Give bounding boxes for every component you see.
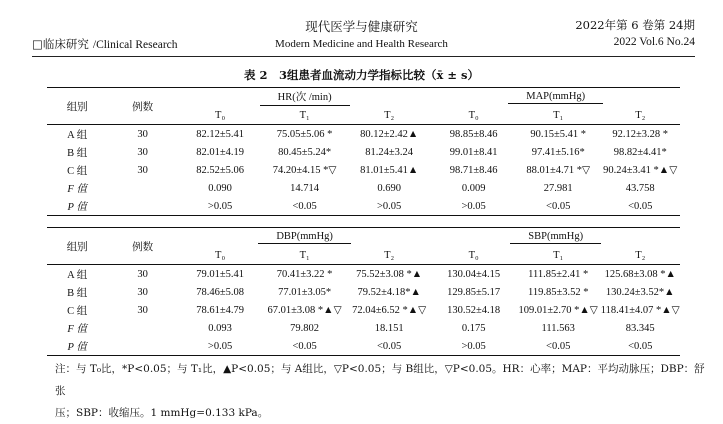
sub-header: T₁ <box>262 106 347 125</box>
f-value: 18.151 <box>374 322 404 334</box>
cell-value: 72.04±6.52 *▲▽ <box>352 305 427 316</box>
cell-group: A 组 <box>67 129 88 141</box>
f-label: F 值 <box>67 183 87 195</box>
sub-header: T₂ <box>347 106 432 125</box>
running-header-right <box>575 17 695 48</box>
table-caption: 表 2 3组患者血流动力学指标比较（x̄ ± s） <box>244 68 479 82</box>
cell-n: 30 <box>137 146 148 158</box>
cell-value: 79.01±5.41 <box>196 268 244 280</box>
cell-value: 81.24±3.24 <box>365 146 414 158</box>
sub-header: T₁ <box>516 246 601 265</box>
f-value: 0.009 <box>461 182 486 194</box>
journal-title-en: Modern Medicine and Health Research <box>275 38 448 50</box>
cell-value: 98.71±8.46 <box>449 164 498 176</box>
col-span-dbp <box>178 228 432 247</box>
note-line: 注：与 T₀比，*P<0.05；与 T₁比，▲P<0.05；与 A组比，▽P<0.05；与 B组比，▽P<0.05。HR：心率；MAP：平均动脉压；DBP：舒张 <box>55 363 705 397</box>
cell-n: 30 <box>137 304 148 316</box>
cell-value: 70.41±3.22 * <box>276 268 333 280</box>
p-value: >0.05 <box>178 197 263 216</box>
cell-value: 109.01±2.70 *▲▽ <box>518 305 598 316</box>
sub-header: T₁ <box>262 246 347 265</box>
issue-info: 2022年第 6 卷第 24期 <box>575 18 695 32</box>
sub-header: T₀ <box>178 106 263 125</box>
p-value: <0.05 <box>516 197 601 216</box>
f-value: 111.563 <box>541 322 575 334</box>
section-label: □临床研究 <box>32 37 89 51</box>
cell-value: 80.45±5.24* <box>278 146 332 158</box>
cell-value: 78.46±5.08 <box>196 286 244 298</box>
cell-group: B 组 <box>67 287 88 299</box>
f-value: 79.802 <box>290 322 320 334</box>
sub-header: T₀ <box>431 106 516 125</box>
p-value: <0.05 <box>347 337 432 356</box>
span-label-dbp: DBP(mmHg) <box>258 231 351 244</box>
cell-value: 67.01±3.08 *▲▽ <box>267 305 342 316</box>
table-header-row <box>47 228 680 247</box>
sub-header: T₂ <box>600 246 680 265</box>
table-row <box>47 301 680 319</box>
cell-group: B 组 <box>67 147 88 159</box>
f-value: 0.690 <box>377 182 401 194</box>
p-label: P 值 <box>47 197 107 216</box>
col-n: 例数 <box>107 88 177 125</box>
cell-value: 81.01±5.41▲ <box>360 164 419 176</box>
sub-header: T₂ <box>600 106 680 125</box>
f-value: 0.090 <box>208 182 232 194</box>
cell-value: 130.04±4.15 <box>447 268 501 280</box>
p-value: >0.05 <box>178 337 263 356</box>
cell-n: 30 <box>137 164 148 176</box>
span-label-sbp: SBP(mmHg) <box>510 231 601 244</box>
table-row <box>47 161 680 179</box>
p-value: <0.05 <box>600 197 680 216</box>
cell-value: 111.85±2.41 * <box>528 268 589 280</box>
p-value: >0.05 <box>431 337 516 356</box>
table-hr-map <box>47 87 680 216</box>
cell-value: 74.20±4.15 *▽ <box>272 165 337 176</box>
sub-header: T₀ <box>431 246 516 265</box>
cell-group: A 组 <box>67 269 88 281</box>
header-rule <box>32 56 695 57</box>
col-group: 组别 <box>47 88 107 125</box>
col-span-hr <box>178 88 432 107</box>
f-value: 43.758 <box>625 182 655 194</box>
cell-value: 80.12±2.42▲ <box>360 128 419 140</box>
p-value: <0.05 <box>600 337 680 356</box>
cell-value: 75.05±5.06 * <box>276 128 333 140</box>
col-n: 例数 <box>107 228 177 265</box>
table-row <box>47 125 680 144</box>
cell-n: 30 <box>137 286 148 298</box>
table-row <box>47 143 680 161</box>
p-value: <0.05 <box>516 337 601 356</box>
f-row <box>47 179 680 197</box>
col-span-map <box>431 88 680 107</box>
cell-value: 99.01±8.41 <box>449 146 498 158</box>
sub-header: T₁ <box>516 106 601 125</box>
sub-header: T₂ <box>347 246 432 265</box>
f-value: 27.981 <box>543 182 573 194</box>
f-label: F 值 <box>67 323 87 335</box>
p-value: >0.05 <box>431 197 516 216</box>
cell-n: 30 <box>137 128 148 140</box>
cell-value: 118.41±4.07 *▲▽ <box>600 305 680 316</box>
p-row <box>47 197 680 216</box>
cell-group: C 组 <box>67 165 88 177</box>
cell-value: 119.85±3.52 * <box>527 286 589 298</box>
note-line: 压；SBP：收缩压。1 mmHg=0.133 kPa。 <box>55 407 269 419</box>
cell-value: 130.24±3.52*▲ <box>605 286 675 298</box>
table-dbp-sbp <box>47 227 680 356</box>
table-note <box>55 358 705 424</box>
table-header-row <box>47 88 680 107</box>
p-value: <0.05 <box>262 337 347 356</box>
cell-value: 75.52±3.08 *▲ <box>356 268 423 280</box>
cell-value: 92.12±3.28 * <box>612 128 669 140</box>
p-value: <0.05 <box>262 197 347 216</box>
cell-value: 90.24±3.41 *▲▽ <box>603 165 678 176</box>
cell-value: 90.15±5.41 * <box>530 128 587 140</box>
p-row <box>47 337 680 356</box>
f-value: 0.175 <box>461 322 486 334</box>
cell-group: C 组 <box>67 305 88 317</box>
f-value: 14.714 <box>290 182 320 194</box>
cell-value: 98.85±8.46 <box>449 128 498 140</box>
cell-value: 77.01±3.05* <box>278 286 332 298</box>
cell-value: 79.52±4.18*▲ <box>357 286 421 298</box>
sub-header: T₀ <box>178 246 263 265</box>
col-span-sbp <box>431 228 680 247</box>
p-value: >0.05 <box>347 197 432 216</box>
cell-value: 82.12±5.41 <box>196 128 244 140</box>
cell-value: 88.01±4.71 *▽ <box>526 165 591 176</box>
cell-value: 130.52±4.18 <box>447 304 501 316</box>
col-group: 组别 <box>47 228 107 265</box>
cell-n: 30 <box>137 268 148 280</box>
cell-value: 98.82±4.41* <box>613 146 667 158</box>
f-value: 83.345 <box>625 322 655 334</box>
cell-value: 78.61±4.79 <box>196 304 244 316</box>
table-row <box>47 283 680 301</box>
f-row <box>47 319 680 337</box>
cell-value: 125.68±3.08 *▲ <box>604 268 676 280</box>
issue-info-en: 2022 Vol.6 No.24 <box>613 36 695 48</box>
span-label-map: MAP(mmHg) <box>508 91 603 104</box>
cell-value: 129.85±5.17 <box>447 286 501 298</box>
cell-value: 82.01±4.19 <box>196 146 244 158</box>
section-label-en: /Clinical Research <box>92 39 178 51</box>
journal-title: 现代医学与健康研究 <box>305 19 418 34</box>
f-value: 0.093 <box>208 322 232 334</box>
cell-value: 82.52±5.06 <box>196 164 244 176</box>
p-label: P 值 <box>47 337 107 356</box>
span-label-hr: HR(次 /min) <box>260 89 350 106</box>
table-row <box>47 265 680 284</box>
cell-value: 97.41±5.16* <box>531 146 585 158</box>
